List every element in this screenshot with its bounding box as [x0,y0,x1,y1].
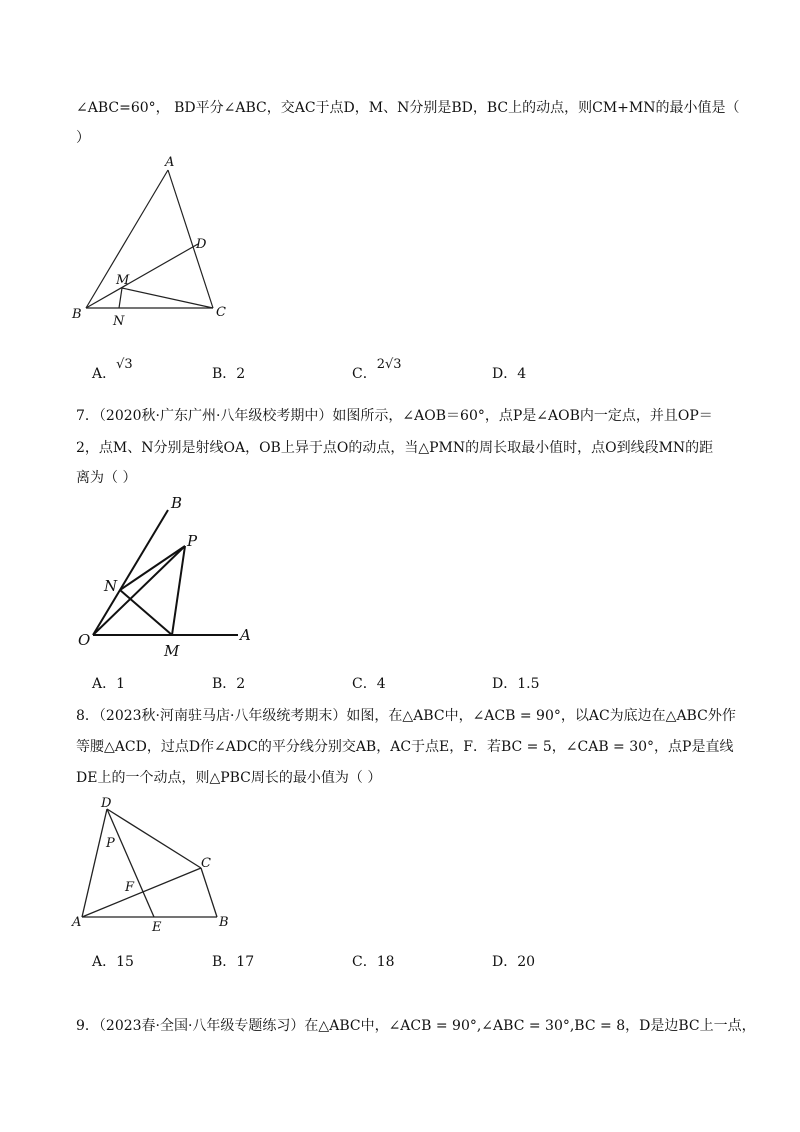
q7-option-d-value: 1.5 [517,676,540,692]
q8-option-b-value: 17 [236,954,255,970]
q8-option-d-value: 20 [517,954,536,970]
q6-option-c-label: C． [352,366,377,382]
q6-label-D: D [196,237,207,252]
q8-option-c-label: C． [352,954,377,970]
q7-label-M: M [164,642,180,660]
q7-text-line3: 离为（ ） [76,470,137,486]
q6-option-a-label: A． [92,366,117,382]
q8-option-d-label: D． [492,954,518,970]
q7-option-b[interactable] [212,674,245,694]
q7-figure [72,490,272,665]
q7-option-d-label: D． [492,676,518,692]
q6-label-N: N [113,314,125,329]
q7-option-c[interactable] [352,674,386,694]
q6-option-c[interactable] [352,357,402,385]
q7-option-c-value: 4 [376,676,386,692]
q8-option-c-value: 18 [376,954,395,970]
q7-option-a[interactable] [92,674,125,694]
q8-option-b-label: B． [212,954,237,970]
q8-label-B: B [219,915,229,930]
q8-text-line2: 等腰△ACD，过点D作∠ADC的平分线分别交AB，AC于点E，F．若BC = 5，∠CAB = 30°，点P是直线 [76,739,734,755]
q7-label-N: N [104,577,118,595]
q8-figure [70,795,240,935]
q8-option-c[interactable] [352,952,395,972]
q8-label-C: C [201,856,211,871]
q6-option-d-label: D． [492,366,518,382]
q6-label-M: M [116,273,130,288]
q6-text-line2: ） [76,130,90,146]
q7-label-B: B [171,494,183,512]
q8-label-P: P [106,836,115,851]
q6-label-A: A [165,155,175,170]
q7-label-O: O [78,631,91,649]
q6-option-c-value: 2√3 [376,357,402,372]
q6-option-d-value: 4 [517,366,527,382]
q8-option-a-label: A． [92,954,117,970]
q7-label-P: P [187,532,198,550]
q6-text-line1: ∠ABC=60°， BD平分∠ABC，交AC于点D，M、N分别是BD，BC上的动点，则CM+MN的最小值是（ [76,100,740,116]
q8-label-D: D [101,796,112,811]
q6-label-B: B [72,307,82,322]
q7-option-d[interactable] [492,674,540,694]
q9-text-line1: 9．（2023春·全国·八年级专题练习）在△ABC中，∠ACB = 90°,∠ABC = 30°,BC = 8，D是边BC上一点， [76,1018,756,1034]
q7-option-a-value: 1 [116,676,126,692]
q7-text-line1: 7．（2020秋·广东广州·八年级校考期中）如图所示，∠AOB＝60°，点P是∠AOB内一定点，并且OP＝ [76,408,713,424]
q8-option-b[interactable] [212,952,254,972]
q7-option-b-label: B． [212,676,237,692]
q8-option-a-value: 15 [116,954,134,970]
q8-text-line3: DE上的一个动点，则△PBC周长的最小值为（ ） [76,770,382,786]
q7-option-b-value: 2 [236,676,246,692]
q8-label-F: F [125,880,135,895]
q6-option-b[interactable] [212,364,245,384]
q7-option-c-label: C． [352,676,377,692]
q6-label-C: C [216,305,226,320]
q8-option-d[interactable] [492,952,535,972]
q7-label-A: A [240,626,251,644]
q6-option-a-value: √3 [116,357,133,372]
q6-option-d[interactable] [492,364,526,384]
q8-label-A: A [72,915,82,930]
q8-option-a[interactable] [92,952,134,972]
q8-label-E: E [152,920,162,935]
q6-figure [70,150,240,330]
q7-option-a-label: A． [92,676,117,692]
q6-option-a[interactable] [92,357,133,385]
q8-text-line1: 8．（2023秋·河南驻马店·八年级统考期末）如图，在△ABC中，∠ACB = 90°，以AC为底边在△ABC外作 [76,708,736,724]
q6-option-b-label: B． [212,366,237,382]
q7-text-line2: 2，点M、N分别是射线OA，OB上异于点O的动点，当△PMN的周长取最小值时，点O到线段MN的距 [76,440,714,456]
q6-option-b-value: 2 [236,366,246,382]
